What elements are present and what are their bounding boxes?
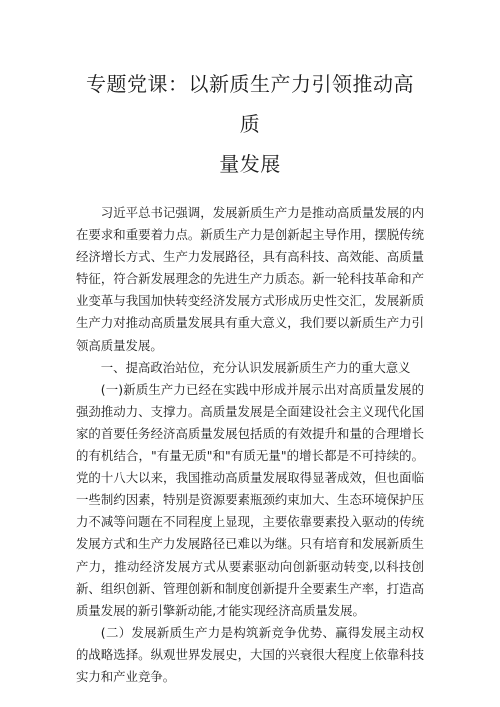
- section-heading-1: 一、提高政治站位，充分认识发展新质生产力的重大意义: [100, 359, 411, 375]
- subsection-paragraph-2: (二）发展新质生产力是构筑新竞争优势、赢得发展主动权的战略选择。纵观世界发展史，大国的兴衰很大程度上依靠科技实力和产业竞争。: [76, 624, 424, 684]
- document-body: [76, 202, 424, 688]
- title-line-1: 专题党课：以新质生产力引领推动高质: [86, 72, 414, 136]
- title-line-2: 量发展: [219, 152, 281, 176]
- subsection-paragraph-1: (一)新质生产力已经在实践中形成并展示出对高质量发展的强劲推动力、支撑力。高质量发展是全面建设社会主义现代化国家的首要任务经济高质量发展包括质的有效提升和量的合理增长的有机结合，"有量无质"和"有质无量"的增长都是不可持续的。党的十八大以来，我国推动高质量发展取得显著成效，但也面临一些制约因素，特别是资源要素瓶颈约束加大、生态环境保护压力不减等问题在不同程度上显现，主要依靠要素投入驱动的传统发展方式和生产力发展路径已难以为继。只有培育和发展新质生产力，推动经济发展方式从要素驱动向创新驱动转变,以科技创新、组织创新、管理创新和制度创新提升全要素生产率，打造高质量发展的新引擎新动能,才能实现经济高质量发展。: [76, 381, 424, 618]
- intro-paragraph: 习近平总书记强调，发展新质生产力是推动高质量发展的内在要求和重要着力点。新质生产力是创新起主导作用，摆脱传统经济增长方式、生产力发展路径，具有高科技、高效能、高质量特征，符合新发展理念的先进生产力质态。新一轮科技革命和产业变革与我国加快转变经济发展方式形成历史性交汇，发展新质生产力对推动高质量发展具有重大意义，我们要以新质生产力引领高质量发展。: [76, 205, 424, 353]
- document-title: [76, 0, 424, 184]
